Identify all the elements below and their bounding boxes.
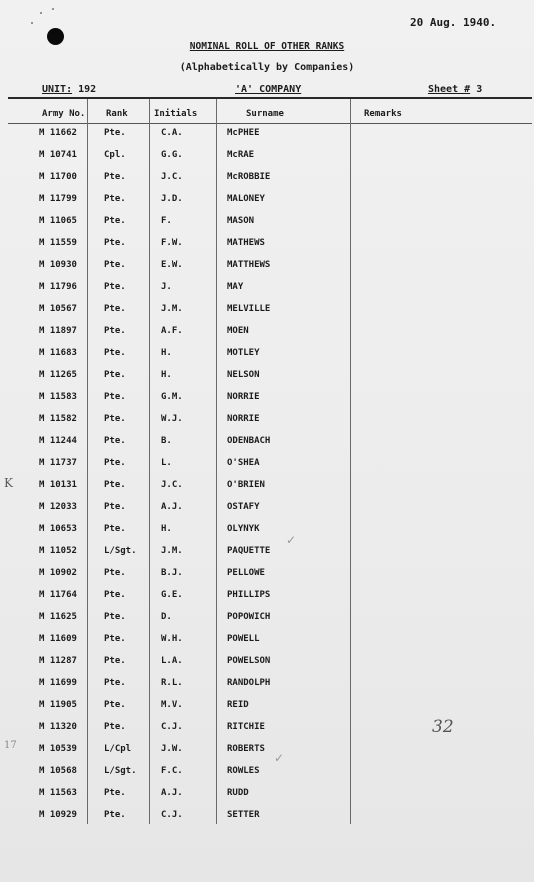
rank-cell: Pte. <box>104 238 126 248</box>
surname-cell: ROWLES <box>227 766 260 776</box>
army-no-cell: M 10929 <box>39 810 77 820</box>
unit-label: UNIT: <box>42 84 73 95</box>
rank-cell: Pte. <box>104 260 126 270</box>
column-header-army-no: Army No. <box>42 109 86 119</box>
army-no-cell: M 11905 <box>39 700 77 710</box>
table-row <box>0 256 534 278</box>
initials-cell: C.A. <box>161 128 183 138</box>
speck <box>52 8 54 10</box>
table-row <box>0 410 534 432</box>
rank-cell: Pte. <box>104 788 126 798</box>
surname-cell: NELSON <box>227 370 260 380</box>
margin-annotation-17: 17 <box>4 740 17 751</box>
table-row <box>0 388 534 410</box>
rank-cell: Pte. <box>104 524 126 534</box>
rank-cell: L/Cpl <box>104 744 132 754</box>
unit-field <box>42 84 96 95</box>
army-no-cell: M 11796 <box>39 282 77 292</box>
army-no-cell: M 10568 <box>39 766 77 776</box>
rank-cell: Pte. <box>104 590 126 600</box>
surname-cell: POWELL <box>227 634 260 644</box>
army-no-cell: M 11683 <box>39 348 77 358</box>
table-row <box>0 168 534 190</box>
initials-cell: R.L. <box>161 678 183 688</box>
check-mark: ✓ <box>286 533 297 547</box>
rank-cell: Pte. <box>104 194 126 204</box>
initials-cell: G.M. <box>161 392 183 402</box>
rank-cell: Pte. <box>104 282 126 292</box>
army-no-cell: M 10567 <box>39 304 77 314</box>
initials-cell: B.J. <box>161 568 183 578</box>
table-row <box>0 476 534 498</box>
table-row <box>0 234 534 256</box>
table-row <box>0 432 534 454</box>
rank-cell: Pte. <box>104 392 126 402</box>
army-no-cell: M 11287 <box>39 656 77 666</box>
sheet-value: 3 <box>476 84 483 95</box>
surname-cell: NORRIE <box>227 414 260 424</box>
rank-cell: Pte. <box>104 700 126 710</box>
initials-cell: J.M. <box>161 304 183 314</box>
initials-cell: B. <box>161 436 172 446</box>
initials-cell: J.D. <box>161 194 183 204</box>
army-no-cell: M 11799 <box>39 194 77 204</box>
initials-cell: J.M. <box>161 546 183 556</box>
rank-cell: L/Sgt. <box>104 546 137 556</box>
speck <box>40 12 42 14</box>
army-no-cell: M 11559 <box>39 238 77 248</box>
rank-cell: Pte. <box>104 722 126 732</box>
table-row <box>0 124 534 146</box>
army-no-cell: M 11625 <box>39 612 77 622</box>
surname-cell: PAQUETTE <box>227 546 271 556</box>
army-no-cell: M 11065 <box>39 216 77 226</box>
rank-cell: Pte. <box>104 480 126 490</box>
surname-cell: REID <box>227 700 249 710</box>
surname-cell: ROBERTS <box>227 744 265 754</box>
rank-cell: Pte. <box>104 568 126 578</box>
table-row <box>0 784 534 806</box>
surname-cell: McROBBIE <box>227 172 271 182</box>
rank-cell: Pte. <box>104 678 126 688</box>
initials-cell: J.C. <box>161 480 183 490</box>
army-no-cell: M 10741 <box>39 150 77 160</box>
rank-cell: Pte. <box>104 216 126 226</box>
nominal-roll-table <box>0 124 534 828</box>
initials-cell: F. <box>161 216 172 226</box>
initials-cell: E.W. <box>161 260 183 270</box>
surname-cell: MOTLEY <box>227 348 260 358</box>
unit-value: 192 <box>78 84 97 95</box>
sheet-label: Sheet # <box>428 84 471 95</box>
table-row <box>0 696 534 718</box>
initials-cell: L.A. <box>161 656 183 666</box>
initials-cell: W.J. <box>161 414 183 424</box>
table-row <box>0 322 534 344</box>
rank-cell: Pte. <box>104 810 126 820</box>
army-no-cell: M 11699 <box>39 678 77 688</box>
table-row <box>0 454 534 476</box>
army-no-cell: M 10930 <box>39 260 77 270</box>
initials-cell: D. <box>161 612 172 622</box>
table-row <box>0 762 534 784</box>
rank-cell: Pte. <box>104 436 126 446</box>
surname-cell: PHILLIPS <box>227 590 271 600</box>
table-row <box>0 498 534 520</box>
rank-cell: Pte. <box>104 326 126 336</box>
army-no-cell: M 11265 <box>39 370 77 380</box>
table-row <box>0 190 534 212</box>
rank-cell: L/Sgt. <box>104 766 137 776</box>
surname-cell: OSTAFY <box>227 502 260 512</box>
table-row <box>0 740 534 762</box>
surname-cell: POWELSON <box>227 656 271 666</box>
speck <box>31 22 33 24</box>
surname-cell: MATTHEWS <box>227 260 271 270</box>
pencil-count-annotation: 32 <box>432 717 454 737</box>
title-text: NOMINAL ROLL OF OTHER RANKS <box>189 41 345 52</box>
table-row <box>0 300 534 322</box>
initials-cell: F.C. <box>161 766 183 776</box>
initials-cell: G.G. <box>161 150 183 160</box>
surname-cell: MOEN <box>227 326 249 336</box>
initials-cell: J.W. <box>161 744 183 754</box>
initials-cell: A.J. <box>161 788 183 798</box>
surname-cell: NORRIE <box>227 392 260 402</box>
rank-cell: Pte. <box>104 348 126 358</box>
rank-cell: Pte. <box>104 656 126 666</box>
table-row <box>0 806 534 828</box>
surname-cell: RUDD <box>227 788 249 798</box>
column-header-remarks: Remarks <box>364 109 402 119</box>
rank-cell: Cpl. <box>104 150 126 160</box>
initials-cell: M.V. <box>161 700 183 710</box>
surname-cell: OLYNYK <box>227 524 260 534</box>
table-row <box>0 630 534 652</box>
army-no-cell: M 11700 <box>39 172 77 182</box>
initials-cell: H. <box>161 370 172 380</box>
surname-cell: McPHEE <box>227 128 260 138</box>
company-name: 'A' COMPANY <box>235 84 302 95</box>
initials-cell: H. <box>161 524 172 534</box>
surname-cell: MATHEWS <box>227 238 265 248</box>
initials-cell: G.E. <box>161 590 183 600</box>
army-no-cell: M 11563 <box>39 788 77 798</box>
surname-cell: ODENBACH <box>227 436 271 446</box>
table-row <box>0 278 534 300</box>
army-no-cell: M 11764 <box>39 590 77 600</box>
table-row <box>0 542 534 564</box>
army-no-cell: M 12033 <box>39 502 77 512</box>
table-row <box>0 718 534 740</box>
surname-cell: MALONEY <box>227 194 265 204</box>
army-no-cell: M 11609 <box>39 634 77 644</box>
surname-cell: MASON <box>227 216 255 226</box>
surname-cell: SETTER <box>227 810 260 820</box>
army-no-cell: M 11320 <box>39 722 77 732</box>
column-header-rank: Rank <box>106 109 128 119</box>
rank-cell: Pte. <box>104 304 126 314</box>
table-row <box>0 366 534 388</box>
document-date: 20 Aug. 1940. <box>410 16 497 29</box>
document-subtitle: (Alphabetically by Companies) <box>179 62 355 73</box>
surname-cell: MELVILLE <box>227 304 271 314</box>
initials-cell: L. <box>161 458 172 468</box>
initials-cell: F.W. <box>161 238 183 248</box>
document-title <box>0 41 534 52</box>
rank-cell: Pte. <box>104 370 126 380</box>
initials-cell: J. <box>161 282 172 292</box>
table-row <box>0 344 534 366</box>
rank-cell: Pte. <box>104 634 126 644</box>
surname-cell: O'BRIEN <box>227 480 265 490</box>
initials-cell: C.J. <box>161 810 183 820</box>
rank-cell: Pte. <box>104 172 126 182</box>
army-no-cell: M 11897 <box>39 326 77 336</box>
surname-cell: PELLOWE <box>227 568 265 578</box>
column-header-initials: Initials <box>154 109 198 119</box>
initials-cell: A.J. <box>161 502 183 512</box>
column-header-surname: Surname <box>246 109 284 119</box>
army-no-cell: M 11737 <box>39 458 77 468</box>
army-no-cell: M 10539 <box>39 744 77 754</box>
surname-cell: RITCHIE <box>227 722 265 732</box>
surname-cell: MAY <box>227 282 244 292</box>
rank-cell: Pte. <box>104 414 126 424</box>
table-row <box>0 564 534 586</box>
sheet-field <box>428 84 482 95</box>
rank-cell: Pte. <box>104 128 126 138</box>
army-no-cell: M 11052 <box>39 546 77 556</box>
army-no-cell: M 11662 <box>39 128 77 138</box>
rank-cell: Pte. <box>104 502 126 512</box>
margin-annotation-k: K <box>4 476 13 490</box>
initials-cell: A.F. <box>161 326 183 336</box>
surname-cell: McRAE <box>227 150 255 160</box>
surname-cell: O'SHEA <box>227 458 260 468</box>
rank-cell: Pte. <box>104 612 126 622</box>
army-no-cell: M 10902 <box>39 568 77 578</box>
table-row <box>0 608 534 630</box>
rank-cell: Pte. <box>104 458 126 468</box>
army-no-cell: M 11582 <box>39 414 77 424</box>
check-mark: ✓ <box>274 751 285 765</box>
surname-cell: RANDOLPH <box>227 678 271 688</box>
table-row <box>0 674 534 696</box>
table-row <box>0 146 534 168</box>
table-row <box>0 212 534 234</box>
table-row <box>0 652 534 674</box>
army-no-cell: M 10653 <box>39 524 77 534</box>
army-no-cell: M 11244 <box>39 436 77 446</box>
army-no-cell: M 11583 <box>39 392 77 402</box>
initials-cell: W.H. <box>161 634 183 644</box>
initials-cell: C.J. <box>161 722 183 732</box>
surname-cell: POPOWICH <box>227 612 271 622</box>
initials-cell: H. <box>161 348 172 358</box>
army-no-cell: M 10131 <box>39 480 77 490</box>
initials-cell: J.C. <box>161 172 183 182</box>
table-row <box>0 520 534 542</box>
table-row <box>0 586 534 608</box>
